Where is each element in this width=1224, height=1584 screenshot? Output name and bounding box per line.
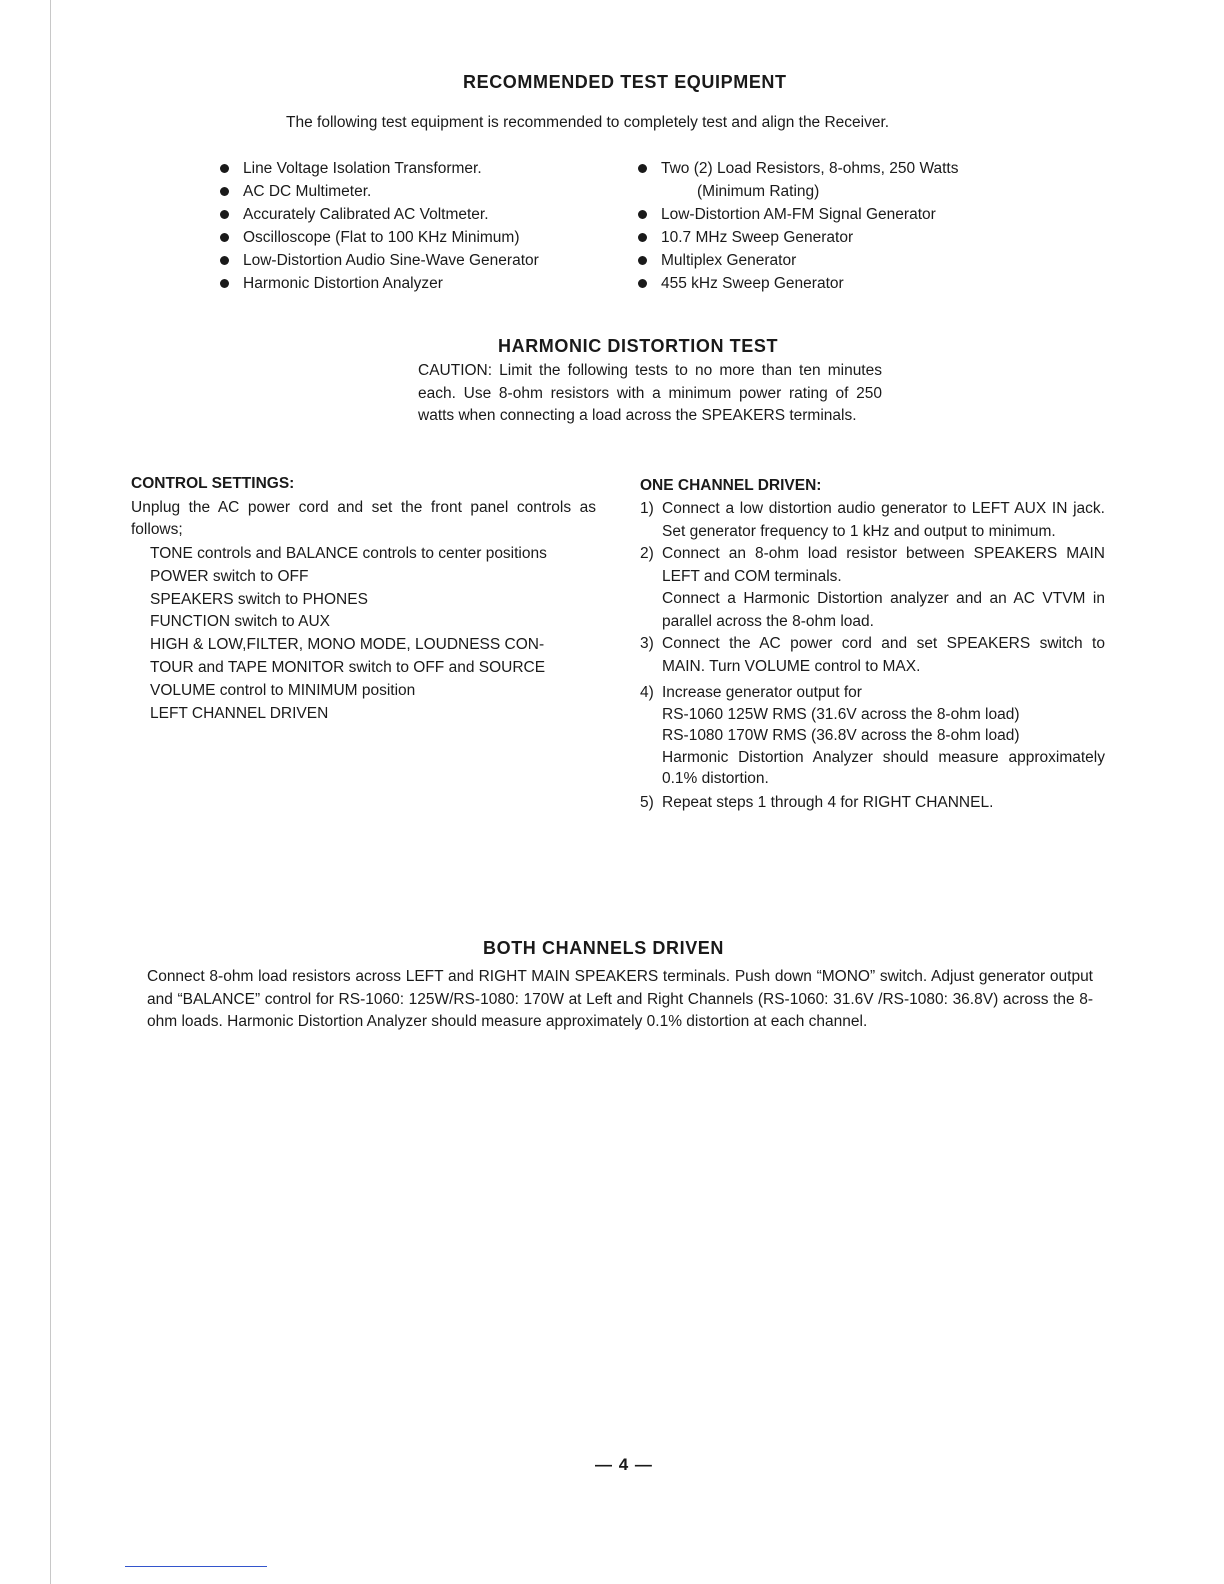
- recommended-equipment-title: RECOMMENDED TEST EQUIPMENT: [463, 72, 787, 92]
- control-settings-heading: CONTROL SETTINGS:: [131, 475, 295, 492]
- bullet-icon: [220, 187, 229, 196]
- list-item: FUNCTION switch to AUX: [150, 613, 330, 631]
- bullet-icon: [220, 210, 229, 219]
- list-item: TONE controls and BALANCE controls to center positions: [150, 545, 547, 562]
- list-item: Harmonic Distortion Analyzer: [220, 272, 539, 295]
- list-item: Accurately Calibrated AC Voltmeter.: [220, 203, 539, 226]
- caution-text: CAUTION: Limit the following tests to no more than ten minutes each. Use 8-ohm resistors with a minimum power rating of 250 watts when connecting a load across the SPEAKERS terminals.: [418, 362, 882, 424]
- list-item: POWER switch to OFF: [150, 567, 309, 585]
- equipment-list-left: [220, 157, 539, 295]
- bullet-icon: [638, 279, 647, 288]
- list-item: Low-Distortion AM-FM Signal Generator: [638, 203, 958, 226]
- harmonic-distortion-title: HARMONIC DISTORTION TEST: [498, 336, 779, 356]
- list-item: 5) Repeat steps 1 through 4 for RIGHT CHANNEL.: [640, 793, 994, 811]
- control-settings-list: [150, 543, 547, 725]
- bullet-icon: [220, 279, 229, 288]
- list-item: HIGH & LOW,FILTER, MONO MODE, LOUDNESS CON-: [150, 636, 545, 654]
- list-item: Low-Distortion Audio Sine-Wave Generator: [220, 249, 539, 272]
- list-item: LEFT CHANNEL DRIVEN: [150, 704, 329, 722]
- bullet-icon: [638, 210, 647, 219]
- both-channels-text: Connect 8-ohm load resistors across LEFT and RIGHT MAIN SPEAKERS terminals. Push down “MONO” switch. Adjust generator output and “BALANCE” control for RS-1060: 125W/RS-1080: 170W at Left and Right Channels (RS-1060: 31.6V /RS-1080: 36.8V) across the 8-ohm loads. Harmonic Distortion Analyzer should measure approximately 0.1% distortion at each channel.: [147, 968, 1093, 1030]
- one-channel-steps: [640, 498, 1105, 814]
- list-item: SPEAKERS switch to PHONES: [150, 590, 368, 608]
- control-settings-intro: Unplug the AC power cord and set the front panel controls as follows;: [131, 499, 596, 538]
- list-item: 3) Connect the AC power cord and set SPEAKERS switch to MAIN. Turn VOLUME control to MAX.: [640, 635, 1105, 675]
- bullet-icon: [638, 233, 647, 242]
- bullet-icon: [220, 233, 229, 242]
- recommended-intro: The following test equipment is recommended to completely test and align the Receiver.: [286, 114, 890, 131]
- list-item: Two (2) Load Resistors, 8-ohms, 250 Watts (Minimum Rating): [638, 157, 958, 203]
- list-item: Oscilloscope (Flat to 100 KHz Minimum): [220, 226, 539, 249]
- list-item: 2) Connect an 8-ohm load resistor between SPEAKERS MAIN LEFT and COM terminals. Connect a Harmonic Distortion analyzer and an AC VTVM in parallel across the 8-ohm load.: [640, 545, 1105, 630]
- footer-rule: [125, 1566, 267, 1567]
- list-item: VOLUME control to MINIMUM position: [150, 681, 416, 699]
- binding-margin-line: [50, 0, 51, 1584]
- bullet-icon: [220, 164, 229, 173]
- both-channels-title: BOTH CHANNELS DRIVEN: [483, 938, 725, 958]
- bullet-icon: [638, 164, 647, 173]
- list-item: 10.7 MHz Sweep Generator: [638, 226, 958, 249]
- list-item: 455 kHz Sweep Generator: [638, 272, 958, 295]
- list-item: 1) Connect a low distortion audio generator to LEFT AUX IN jack. Set generator frequency to 1 kHz and output to minimum.: [640, 500, 1105, 540]
- list-item: Multiplex Generator: [638, 249, 958, 272]
- one-channel-heading: ONE CHANNEL DRIVEN:: [640, 477, 822, 494]
- bullet-icon: [220, 256, 229, 265]
- list-item: 4) Increase generator output for RS-1060 125W RMS (31.6V across the 8-ohm load) RS-1080 170W RMS (36.8V across the 8-ohm load) Harmonic Distortion Analyzer should measure approximately 0.1% distortion.: [640, 684, 1105, 787]
- bullet-icon: [638, 256, 647, 265]
- equipment-list-right: [638, 157, 958, 295]
- list-item: Line Voltage Isolation Transformer.: [220, 157, 539, 180]
- list-item: TOUR and TAPE MONITOR switch to OFF and SOURCE: [150, 658, 546, 676]
- list-item: AC DC Multimeter.: [220, 180, 539, 203]
- page-number: — 4 —: [595, 1455, 653, 1474]
